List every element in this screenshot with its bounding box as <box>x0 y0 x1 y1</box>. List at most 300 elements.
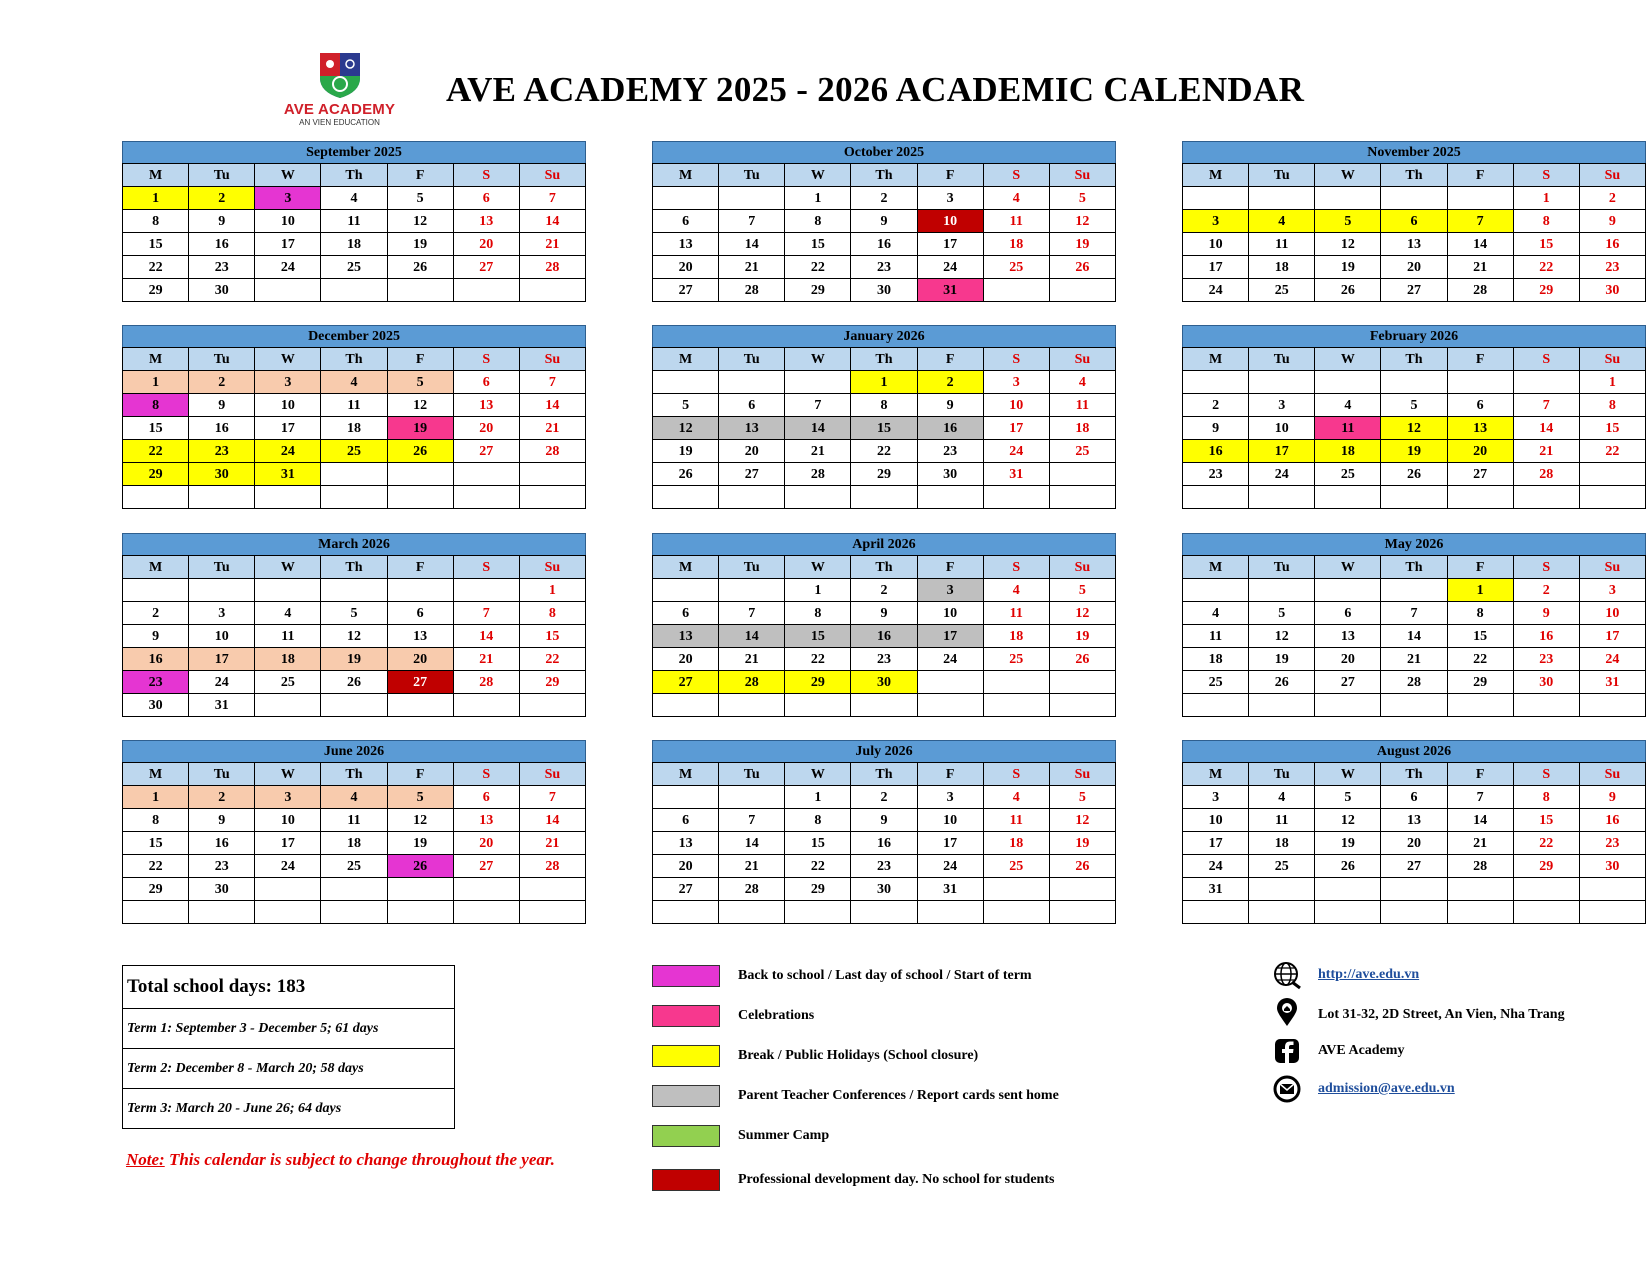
week-row <box>653 855 1116 878</box>
day-cell: 11 <box>321 210 387 233</box>
day-cell <box>785 371 851 394</box>
weekday-header: Th <box>321 348 387 371</box>
day-cell: 5 <box>321 602 387 625</box>
weekday-header-row <box>1183 348 1646 371</box>
website-link[interactable]: http://ave.edu.vn <box>1318 967 1420 982</box>
weekday-header: M <box>1183 763 1249 786</box>
weekday-header: Tu <box>189 556 255 579</box>
day-cell: 27 <box>453 440 519 463</box>
email-icon <box>1272 1074 1302 1104</box>
day-cell: 27 <box>653 279 719 302</box>
day-cell <box>1315 878 1381 901</box>
day-cell: 18 <box>255 648 321 671</box>
week-row <box>123 187 586 210</box>
day-cell: 9 <box>1579 210 1645 233</box>
day-cell <box>1513 694 1579 717</box>
day-cell: 8 <box>785 809 851 832</box>
day-cell: 7 <box>1447 210 1513 233</box>
day-cell: 22 <box>1447 648 1513 671</box>
day-cell <box>917 901 983 924</box>
day-cell: 22 <box>785 648 851 671</box>
month-title: August 2026 <box>1182 740 1646 762</box>
day-cell: 13 <box>1447 417 1513 440</box>
day-cell: 26 <box>1049 256 1115 279</box>
weekday-header: Tu <box>719 763 785 786</box>
day-cell <box>387 279 453 302</box>
day-cell <box>123 486 189 509</box>
day-cell <box>719 371 785 394</box>
day-cell: 21 <box>1513 440 1579 463</box>
week-row <box>653 809 1116 832</box>
day-cell <box>1183 371 1249 394</box>
day-cell: 22 <box>851 440 917 463</box>
day-cell <box>1513 878 1579 901</box>
day-cell <box>1447 486 1513 509</box>
week-row <box>123 440 586 463</box>
month-title: January 2026 <box>652 325 1116 347</box>
week-row <box>123 671 586 694</box>
day-cell <box>321 694 387 717</box>
day-cell: 6 <box>1315 602 1381 625</box>
day-cell <box>321 579 387 602</box>
week-row <box>1183 602 1646 625</box>
day-cell: 25 <box>1049 440 1115 463</box>
weekday-header: W <box>1315 556 1381 579</box>
day-cell: 26 <box>1381 463 1447 486</box>
day-cell: 5 <box>1315 210 1381 233</box>
day-cell: 13 <box>453 394 519 417</box>
day-cell: 11 <box>1249 809 1315 832</box>
day-cell <box>719 694 785 717</box>
legend-label: Parent Teacher Conferences / Report cards sent home <box>738 1088 1059 1103</box>
week-row <box>123 901 586 924</box>
day-cell <box>1315 694 1381 717</box>
day-cell: 14 <box>519 394 585 417</box>
day-cell <box>983 671 1049 694</box>
weekday-header-row <box>123 763 586 786</box>
day-cell: 17 <box>255 832 321 855</box>
day-cell: 7 <box>1447 786 1513 809</box>
day-cell: 22 <box>123 256 189 279</box>
month-title: November 2025 <box>1182 141 1646 163</box>
month-calendar <box>1182 325 1646 509</box>
day-cell <box>387 486 453 509</box>
day-cell: 13 <box>453 809 519 832</box>
week-row <box>653 694 1116 717</box>
month-table <box>652 555 1116 717</box>
weekday-header: S <box>453 763 519 786</box>
location-pin-icon <box>1272 998 1302 1028</box>
day-cell <box>255 694 321 717</box>
day-cell: 18 <box>321 233 387 256</box>
day-cell: 19 <box>1049 233 1115 256</box>
weekday-header-row <box>653 763 1116 786</box>
weekday-header: F <box>1447 164 1513 187</box>
week-row <box>1183 256 1646 279</box>
day-cell: 7 <box>519 371 585 394</box>
weekday-header: M <box>123 763 189 786</box>
day-cell: 2 <box>851 579 917 602</box>
email-link[interactable]: admission@ave.edu.vn <box>1318 1081 1455 1096</box>
day-cell: 14 <box>519 210 585 233</box>
day-cell: 19 <box>321 648 387 671</box>
day-cell: 7 <box>719 809 785 832</box>
legend-label: Celebrations <box>738 1008 815 1023</box>
weekday-header: S <box>1513 556 1579 579</box>
week-row <box>653 671 1116 694</box>
weekday-header: M <box>123 164 189 187</box>
weekday-header: S <box>1513 164 1579 187</box>
day-cell: 9 <box>189 809 255 832</box>
day-cell <box>917 694 983 717</box>
week-row <box>123 648 586 671</box>
day-cell: 4 <box>1315 394 1381 417</box>
day-cell <box>519 694 585 717</box>
week-row <box>123 371 586 394</box>
day-cell: 6 <box>1447 394 1513 417</box>
day-cell: 2 <box>189 187 255 210</box>
weekday-header: S <box>453 164 519 187</box>
day-cell: 1 <box>785 187 851 210</box>
day-cell <box>453 579 519 602</box>
weekday-header: M <box>653 164 719 187</box>
day-cell: 2 <box>851 786 917 809</box>
month-calendar <box>652 325 1116 509</box>
weekday-header: Tu <box>1249 164 1315 187</box>
day-cell: 7 <box>1513 394 1579 417</box>
day-cell <box>1381 901 1447 924</box>
weekday-header: Th <box>321 556 387 579</box>
week-row <box>653 832 1116 855</box>
month-calendar <box>1182 533 1646 717</box>
month-title: October 2025 <box>652 141 1116 163</box>
day-cell: 17 <box>1249 440 1315 463</box>
day-cell <box>851 694 917 717</box>
day-cell: 3 <box>1249 394 1315 417</box>
day-cell: 25 <box>255 671 321 694</box>
day-cell: 18 <box>983 625 1049 648</box>
day-cell: 28 <box>453 671 519 694</box>
legend-swatch <box>652 1005 720 1027</box>
day-cell <box>653 901 719 924</box>
day-cell: 28 <box>1381 671 1447 694</box>
day-cell: 20 <box>453 233 519 256</box>
weekday-header-row <box>123 556 586 579</box>
day-cell: 25 <box>983 855 1049 878</box>
weekday-header: W <box>785 348 851 371</box>
day-cell: 25 <box>983 648 1049 671</box>
day-cell: 2 <box>189 786 255 809</box>
day-cell: 11 <box>983 602 1049 625</box>
crest-icon <box>315 50 365 100</box>
day-cell <box>1049 878 1115 901</box>
day-cell: 8 <box>1513 786 1579 809</box>
month-title: September 2025 <box>122 141 586 163</box>
week-row <box>123 809 586 832</box>
day-cell: 16 <box>1579 233 1645 256</box>
day-cell: 16 <box>189 417 255 440</box>
day-cell <box>1381 371 1447 394</box>
day-cell: 5 <box>1315 786 1381 809</box>
week-row <box>653 625 1116 648</box>
day-cell: 1 <box>519 579 585 602</box>
day-cell: 17 <box>1183 256 1249 279</box>
day-cell: 9 <box>189 394 255 417</box>
day-cell <box>785 694 851 717</box>
day-cell: 23 <box>189 855 255 878</box>
month-calendar <box>122 740 586 924</box>
day-cell: 9 <box>917 394 983 417</box>
day-cell: 25 <box>1183 671 1249 694</box>
week-row <box>123 832 586 855</box>
weekday-header: Su <box>1579 348 1645 371</box>
weekday-header: Tu <box>1249 348 1315 371</box>
week-row <box>653 648 1116 671</box>
school-days-summary <box>122 965 455 1129</box>
term-3: Term 3: March 20 - June 26; 64 days <box>123 1088 454 1128</box>
day-cell: 11 <box>983 210 1049 233</box>
day-cell: 3 <box>1579 579 1645 602</box>
weekday-header: Th <box>851 348 917 371</box>
day-cell: 17 <box>917 233 983 256</box>
day-cell: 2 <box>123 602 189 625</box>
day-cell <box>719 579 785 602</box>
day-cell: 24 <box>1183 279 1249 302</box>
day-cell: 26 <box>653 463 719 486</box>
day-cell: 8 <box>519 602 585 625</box>
day-cell: 21 <box>1447 832 1513 855</box>
day-cell: 30 <box>1579 855 1645 878</box>
day-cell: 18 <box>321 417 387 440</box>
day-cell <box>719 187 785 210</box>
day-cell <box>255 486 321 509</box>
day-cell: 3 <box>917 786 983 809</box>
day-cell: 18 <box>1249 256 1315 279</box>
day-cell: 28 <box>1447 279 1513 302</box>
day-cell: 2 <box>917 371 983 394</box>
day-cell: 3 <box>255 371 321 394</box>
weekday-header: Su <box>1049 348 1115 371</box>
day-cell: 24 <box>1249 463 1315 486</box>
week-row <box>653 210 1116 233</box>
day-cell: 6 <box>453 187 519 210</box>
week-row <box>123 579 586 602</box>
day-cell <box>1579 878 1645 901</box>
day-cell: 11 <box>1249 233 1315 256</box>
day-cell <box>1579 463 1645 486</box>
day-cell: 17 <box>189 648 255 671</box>
address-text: Lot 31-32, 2D Street, An Vien, Nha Trang <box>1318 1007 1565 1022</box>
day-cell: 5 <box>653 394 719 417</box>
week-row <box>1183 786 1646 809</box>
day-cell: 18 <box>1315 440 1381 463</box>
day-cell: 19 <box>1049 832 1115 855</box>
day-cell: 15 <box>785 233 851 256</box>
day-cell: 8 <box>123 210 189 233</box>
week-row <box>653 417 1116 440</box>
day-cell: 23 <box>1183 463 1249 486</box>
day-cell: 16 <box>917 417 983 440</box>
day-cell: 23 <box>851 648 917 671</box>
weekday-header: F <box>1447 763 1513 786</box>
weekday-header: S <box>453 348 519 371</box>
day-cell <box>1183 901 1249 924</box>
day-cell: 27 <box>653 878 719 901</box>
weekday-header: Su <box>1579 164 1645 187</box>
day-cell <box>1249 371 1315 394</box>
weekday-header: Su <box>1579 763 1645 786</box>
day-cell <box>653 371 719 394</box>
day-cell: 14 <box>1381 625 1447 648</box>
day-cell: 13 <box>387 625 453 648</box>
weekday-header: S <box>453 556 519 579</box>
weekday-header: Su <box>519 763 585 786</box>
day-cell: 1 <box>123 786 189 809</box>
day-cell: 30 <box>189 463 255 486</box>
day-cell: 17 <box>255 233 321 256</box>
day-cell: 24 <box>917 648 983 671</box>
week-row <box>1183 463 1646 486</box>
day-cell: 12 <box>387 210 453 233</box>
week-row <box>123 463 586 486</box>
weekday-header: F <box>917 164 983 187</box>
week-row <box>653 279 1116 302</box>
day-cell: 21 <box>1381 648 1447 671</box>
day-cell: 3 <box>189 602 255 625</box>
day-cell: 1 <box>1513 187 1579 210</box>
legend-swatch <box>652 1125 720 1147</box>
day-cell: 8 <box>1513 210 1579 233</box>
week-row <box>1183 210 1646 233</box>
weekday-header: F <box>387 763 453 786</box>
day-cell: 21 <box>719 648 785 671</box>
week-row <box>653 371 1116 394</box>
weekday-header: S <box>983 763 1049 786</box>
day-cell: 13 <box>1381 233 1447 256</box>
day-cell: 10 <box>255 809 321 832</box>
day-cell: 16 <box>1183 440 1249 463</box>
weekday-header: Su <box>519 348 585 371</box>
day-cell <box>851 901 917 924</box>
day-cell: 6 <box>387 602 453 625</box>
weekday-header: F <box>917 348 983 371</box>
day-cell <box>1249 694 1315 717</box>
week-row <box>123 602 586 625</box>
day-cell: 30 <box>189 279 255 302</box>
note-text: This calendar is subject to change throughout the year. <box>164 1150 555 1169</box>
month-calendar <box>122 141 586 302</box>
weekday-header: M <box>123 348 189 371</box>
day-cell <box>785 901 851 924</box>
day-cell: 28 <box>719 279 785 302</box>
day-cell <box>1049 901 1115 924</box>
day-cell <box>653 187 719 210</box>
weekday-header: W <box>255 348 321 371</box>
day-cell: 10 <box>983 394 1049 417</box>
week-row <box>1183 233 1646 256</box>
day-cell: 20 <box>1381 256 1447 279</box>
day-cell: 5 <box>1381 394 1447 417</box>
weekday-header-row <box>653 348 1116 371</box>
day-cell: 8 <box>785 602 851 625</box>
day-cell: 2 <box>1579 187 1645 210</box>
day-cell: 25 <box>1249 855 1315 878</box>
month-title: July 2026 <box>652 740 1116 762</box>
weekday-header: W <box>785 763 851 786</box>
legend-label: Professional development day. No school for students <box>738 1172 1055 1187</box>
day-cell: 27 <box>1381 279 1447 302</box>
day-cell: 12 <box>1315 233 1381 256</box>
day-cell <box>719 786 785 809</box>
day-cell: 16 <box>189 233 255 256</box>
day-cell <box>1183 579 1249 602</box>
page-title: AVE ACADEMY 2025 - 2026 ACADEMIC CALENDAR <box>446 70 1305 109</box>
day-cell: 30 <box>1579 279 1645 302</box>
day-cell: 15 <box>123 417 189 440</box>
week-row <box>653 440 1116 463</box>
weekday-header: S <box>983 556 1049 579</box>
globe-icon <box>1272 960 1302 990</box>
weekday-header: W <box>255 164 321 187</box>
day-cell: 19 <box>387 832 453 855</box>
day-cell: 30 <box>851 279 917 302</box>
day-cell: 10 <box>255 210 321 233</box>
day-cell: 27 <box>653 671 719 694</box>
month-table <box>122 555 586 717</box>
weekday-header: Tu <box>719 556 785 579</box>
day-cell <box>1315 187 1381 210</box>
day-cell: 23 <box>1513 648 1579 671</box>
day-cell: 16 <box>851 832 917 855</box>
day-cell: 22 <box>123 440 189 463</box>
day-cell: 26 <box>1315 855 1381 878</box>
day-cell: 6 <box>1381 786 1447 809</box>
day-cell: 7 <box>719 602 785 625</box>
day-cell: 13 <box>1315 625 1381 648</box>
day-cell: 11 <box>1049 394 1115 417</box>
day-cell: 25 <box>321 440 387 463</box>
weekday-header: F <box>387 556 453 579</box>
day-cell: 25 <box>1315 463 1381 486</box>
day-cell <box>1249 579 1315 602</box>
day-cell: 14 <box>1513 417 1579 440</box>
day-cell: 28 <box>519 855 585 878</box>
day-cell: 1 <box>785 579 851 602</box>
day-cell: 15 <box>1513 233 1579 256</box>
day-cell: 20 <box>453 417 519 440</box>
day-cell: 4 <box>321 786 387 809</box>
day-cell <box>1579 694 1645 717</box>
weekday-header: S <box>1513 348 1579 371</box>
day-cell: 7 <box>785 394 851 417</box>
day-cell: 23 <box>1579 256 1645 279</box>
day-cell <box>189 579 255 602</box>
week-row <box>653 394 1116 417</box>
day-cell: 17 <box>1183 832 1249 855</box>
day-cell <box>1183 187 1249 210</box>
month-title: May 2026 <box>1182 533 1646 555</box>
day-cell: 15 <box>123 233 189 256</box>
day-cell: 23 <box>917 440 983 463</box>
weekday-header: W <box>1315 348 1381 371</box>
month-table <box>1182 762 1646 924</box>
day-cell: 22 <box>785 256 851 279</box>
day-cell: 9 <box>851 809 917 832</box>
day-cell <box>1381 486 1447 509</box>
day-cell: 6 <box>653 210 719 233</box>
day-cell: 13 <box>453 210 519 233</box>
day-cell: 13 <box>653 233 719 256</box>
